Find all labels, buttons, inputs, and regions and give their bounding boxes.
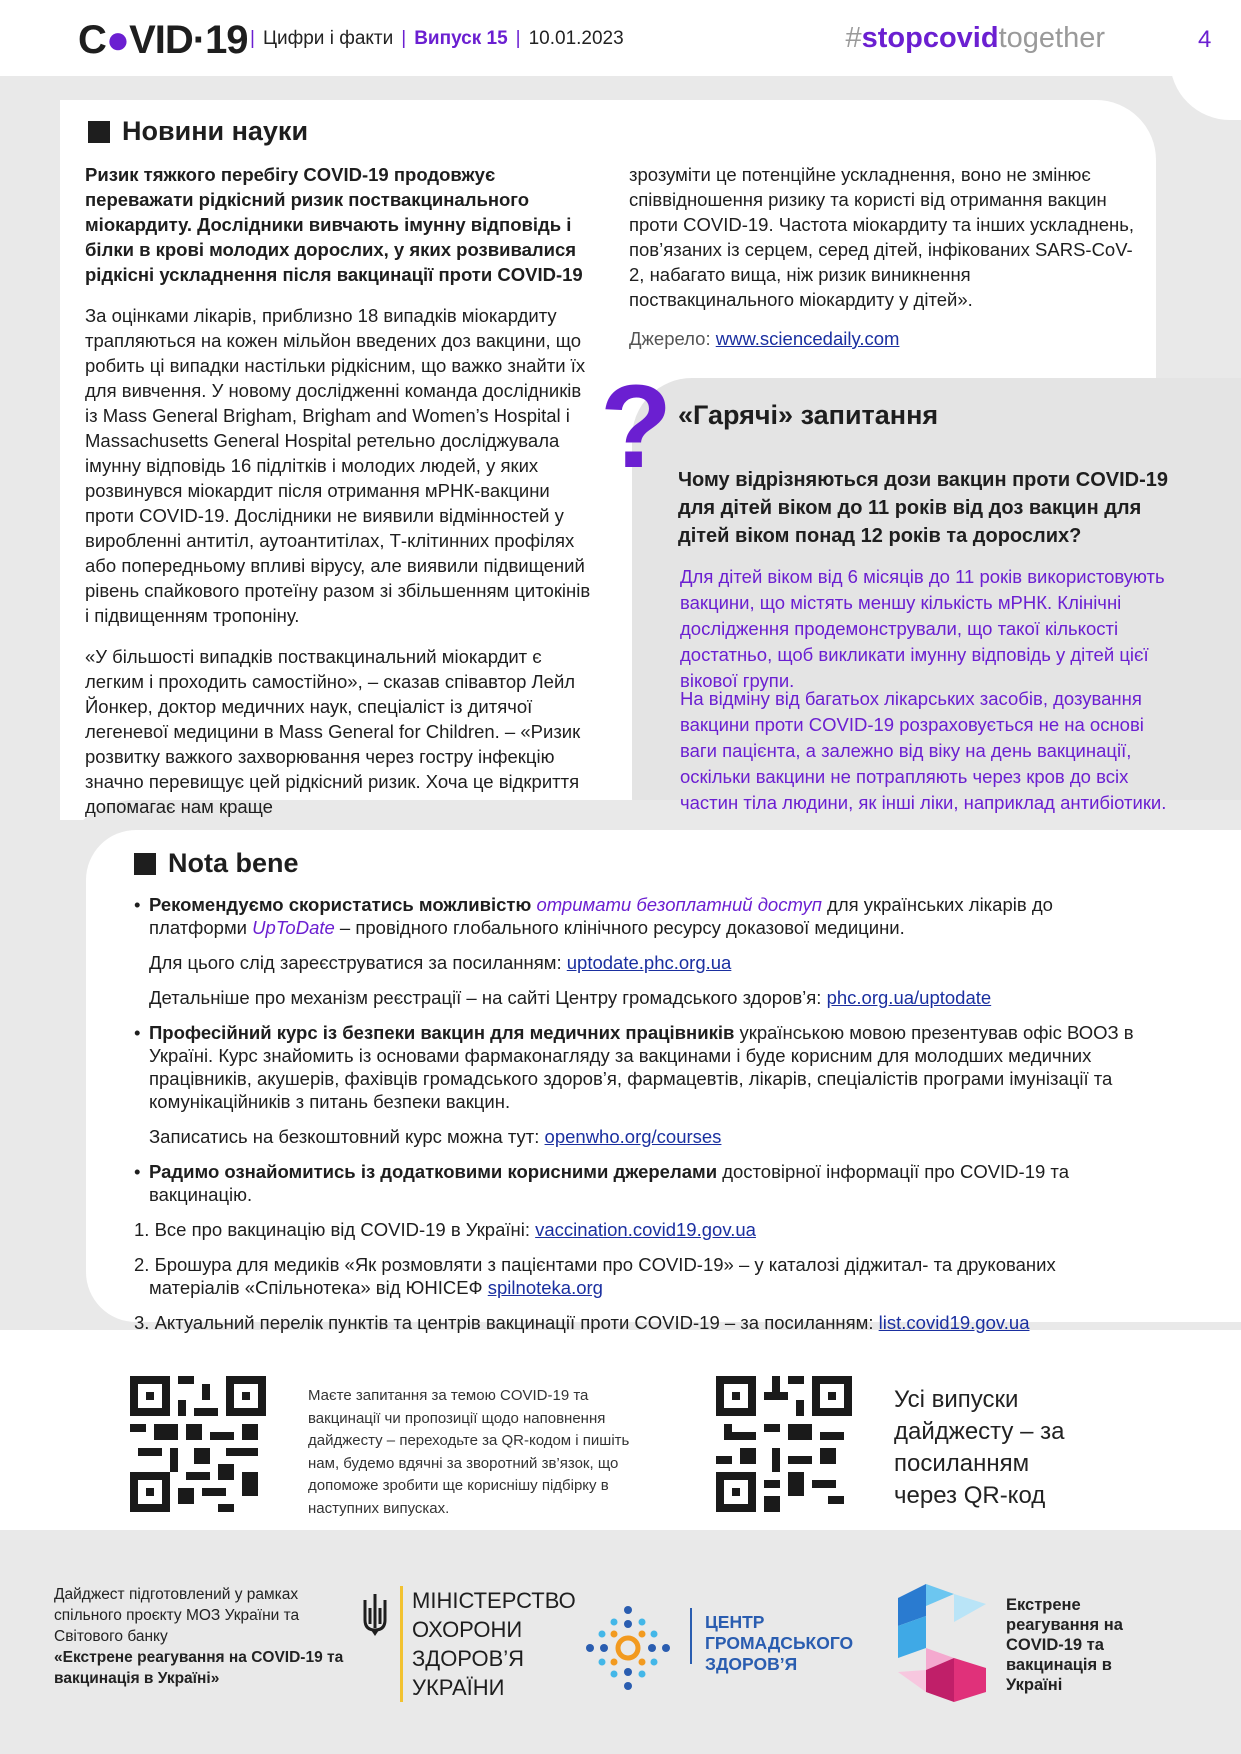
nota-content [134, 893, 1144, 1334]
science-title: Новини науки [88, 116, 308, 147]
registration-line: Для цього слід зареєструватися за посиланням: uptodate.phc.org.ua [149, 952, 732, 973]
phc-divider [690, 1608, 692, 1664]
emergency-response-logo-icon [896, 1582, 992, 1706]
all-issues-text: Усі випуски дайджесту – за посиланням через QR-код [894, 1386, 1065, 1509]
nota-bullet-3: • Радимо ознайомитись із додатковими корисними джерелами достовірної інформації про COVID-19 та вакцинацію. [134, 1161, 1069, 1205]
phc-uptodate-link[interactable]: phc.org.ua/uptodate [826, 987, 992, 1008]
trident-icon [362, 1592, 388, 1636]
details-line: Детальніше про механізм реєстрації – на сайті Центру громадського здоров’я: phc.org.ua/uptodate [149, 987, 992, 1008]
science-paragraph-2: «У більшості випадків поствакцинальний міокардит є легким і проходить самостійно», – сказав співавтор Лейл Йонкер, доктор медичних наук, спеціаліст із дитячої легеневої медицини в Mass General for Children. – «Ризик розвитку важкого захворювання через гостру інфекцію значно перевищує цей рідкісний ризик. Хоча це відкриття допомагає нам краще [85, 646, 581, 817]
science-left-column [85, 162, 595, 819]
hashtag: #stopcovidtogether [845, 22, 1105, 54]
emergency-response-text: Екстрене реагування на COVID-19 та вакцинація в Україні [1006, 1596, 1123, 1694]
science-paragraph-1: За оцінками лікарів, приблизно 18 випадків міокардиту трапляються на кожен мільйон введених доз вакцини, що робить ці випадки настільки рідкісним, що важко знайти їх для вивчення. У новому дослідженні команда дослідників із Mass General Brigham, Brigham and Women’s Hospital і Massachusetts General Hospital ретельно досліджувала імунну відповідь 16 підлітків і молодих людей, у яких розвинувся міокардит після отримання мРНК-вакцини проти COVID-19. Дослідники не виявили відмінностей у виробленні антитіл, аутоантитілах, Т-клітинних профілях або попередньому впливі вірусу, але виявили підвищений рівень спайкового протеїну разом зі збільшенням цитокінів і підвищенням тропоніну. [85, 305, 591, 626]
science-lead: Ризик тяжкого перебігу COVID-19 продовжує переважати рідкісний ризик поствакцинального міокардиту. Дослідники вивчають імунну відповідь і білки в крові молодих дорослих, у яких розвивалися рідкісні ускладнення після вакцинації проти COVID-19 [85, 164, 583, 285]
science-paragraph-3: зрозуміти це потенційне ускладнення, воно не змінює співвідношення ризику та користі від отримання вакцин проти COVID-19. Частота міокардиту та інших ускладнень, пов’язаних із серцем, серед дітей, інфікованих SARS-CoV-2, набагато вища, ніж ризик виникнення поствакцинального міокардиту у дітей». [629, 164, 1134, 310]
vaccination-link[interactable]: vaccination.covid19.gov.ua [535, 1219, 756, 1240]
science-source: Джерело: www.sciencedaily.com [629, 328, 900, 349]
page-number: 4 [1198, 26, 1212, 53]
hot-title: «Гарячі» запитання [678, 400, 939, 430]
project-note: Дайджест підготовлений у рамках спільного проєкту МОЗ України та Світового банку «Екстрене реагування на COVID-19 та вакцинація в Україні» [54, 1586, 344, 1687]
course-line: Записатись на безкоштовний курс можна тут: openwho.org/courses [149, 1126, 722, 1147]
hot-answer-2: На відміну від багатьох лікарських засобів, дозування вакцини проти COVID-19 розраховується не на основі ваги пацієнта, а залежно від віку на день вакцинації, оскільки вакцини не потрапляють через кров до всіх частин тіла людини, як інші ліки, наприклад антибіотики. [680, 688, 1167, 813]
science-right-column [629, 162, 1134, 351]
nota-title: Nota bene [134, 848, 299, 879]
source-link[interactable]: www.sciencedaily.com [715, 328, 900, 349]
header-section: Цифри і факти [262, 28, 394, 49]
nota-bullet-1: • Рекомендуємо скористатись можливістю отримати безоплатний доступ для українських лікарів до платформи UpToDate – провідного глобального клінічного ресурсу доказової медицини. Для цього слід зареєструватися за посиланням: uptodate.phc.org.ua Детальніше про механізм реєстрації – на сайті Центру громадського здоров’я: phc.org.ua/uptodate [134, 893, 1144, 1009]
hot-question: Чому відрізняються дози вакцин проти COVID-19 для дітей віком до 11 років від доз вакцин для дітей віком понад 12 років та дорослих? [678, 469, 1168, 547]
hot-answer-1: Для дітей віком від 6 місяців до 11 років використовують вакцини, що містять меншу кількість мРНК. Клінічні дослідження продемонстрували, що такої кількості достатньо, щоб викликати імунну відповідь у дітей цієї вікової групи. [680, 566, 1165, 691]
moz-logo-text: МІНІСТЕРСТВО ОХОРОНИ ЗДОРОВ’Я УКРАЇНИ [412, 1588, 576, 1700]
feedback-qr-code[interactable] [130, 1376, 266, 1512]
list-item: 1. Все про вакцинацію від COVID-19 в Україні: vaccination.covid19.gov.ua [134, 1219, 756, 1240]
header-date: 10.01.2023 [528, 28, 624, 49]
nota-bullet-2: • Професійний курс із безпеки вакцин для медичних працівників українською мовою презентував офіс ВООЗ в Україні. Курс знайомить із основами фармаконагляду за вакцинами і буде корисним для молодших медичних працівників, акушерів, фахівців громадського здоров’я, фармацевтів, лікарів, спеціалістів програми імунізації та комунікаційників з питань безпеки вакцин. Записатись на безкоштовний курс можна тут: openwho.org/courses [134, 1021, 1144, 1148]
uptodate-link[interactable]: uptodate.phc.org.ua [566, 952, 732, 973]
phc-logo-icon [584, 1604, 672, 1692]
header-meta: | Цифри і факти | Випуск 15 | 10.01.2023 [250, 28, 624, 49]
list-item: 2. Брошура для медиків «Як розмовляти з пацієнтами про COVID-19» – у каталозі діджитал- та друкованих матеріалів «Спільнотека» від ЮНІСЕФ spilnoteka.org [134, 1254, 1056, 1298]
all-issues-qr-code[interactable] [716, 1376, 852, 1512]
moz-divider [400, 1586, 403, 1702]
list-item: 3. Актуальний перелік пунктів та центрів вакцинації проти COVID-19 – за посиланням: list.covid19.gov.ua [134, 1312, 1030, 1333]
spilnoteka-link[interactable]: spilnoteka.org [487, 1277, 603, 1298]
phc-logo-text: ЦЕНТР ГРОМАДСЬКОГО ЗДОРОВ’Я [705, 1612, 854, 1674]
feedback-text: Маєте запитання за темою COVID-19 та вакцинації чи пропозиції щодо наповнення дайджесту – переходьте за QR-кодом і пишіть нам, будемо вдячні за зворотний зв’язок, що допоможе зробити ще кориснішу підбірку в наступних випусках. [308, 1387, 630, 1517]
openwho-link[interactable]: openwho.org/courses [544, 1126, 722, 1147]
covid19-logo: C●VID·19 [78, 18, 248, 62]
header-issue: Випуск 15 [414, 28, 508, 49]
vaccination-centers-link[interactable]: list.covid19.gov.ua [878, 1312, 1030, 1333]
question-mark-icon: ? [600, 361, 673, 493]
